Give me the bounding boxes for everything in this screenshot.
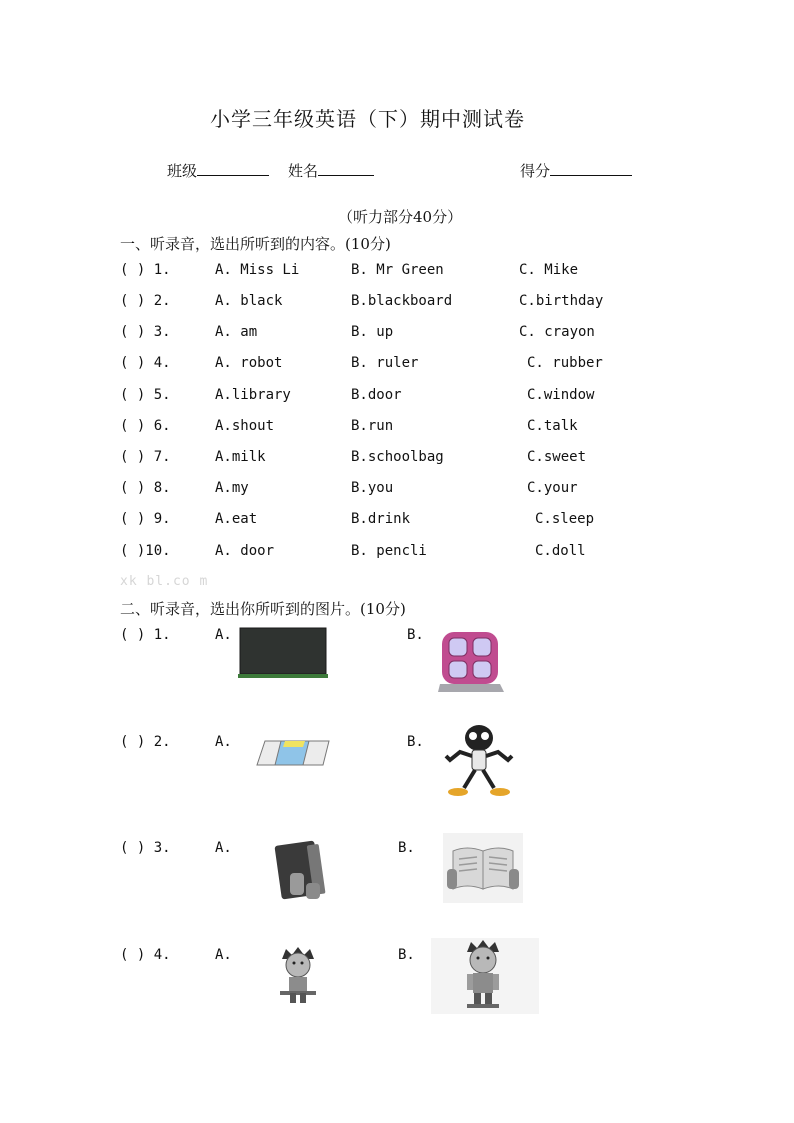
option-b-label: B.: [398, 840, 415, 856]
open-book-icon: [443, 833, 523, 903]
window-icon: [438, 630, 506, 694]
closed-book-icon: [272, 839, 330, 903]
option-a: A.library: [215, 387, 291, 403]
option-a: A. door: [215, 543, 275, 559]
name-blank: [318, 161, 374, 176]
question-number: ( ) 4.: [120, 947, 171, 963]
option-b: B. Mr Green: [351, 262, 444, 278]
blackboard-icon: [238, 627, 328, 680]
option-a: A. black: [215, 293, 283, 309]
option-a: A.eat: [215, 511, 258, 527]
question-number: ( ) 7.: [120, 449, 171, 465]
question-number: ( ) 2.: [120, 734, 171, 750]
section1-heading: 一、听录音，选出所听到的内容。(10分): [120, 235, 391, 253]
question-number: ( ) 8.: [120, 480, 171, 496]
question-number: ( ) 4.: [120, 355, 171, 371]
question-number: ( ) 6.: [120, 418, 171, 434]
boy-sitting-icon: [274, 945, 324, 1007]
option-a: A.my: [215, 480, 249, 496]
option-b-label: B.: [407, 627, 424, 643]
class-label: 班级: [167, 162, 198, 180]
option-b: B. ruler: [351, 355, 419, 371]
score-label: 得分: [520, 162, 551, 180]
page-title: 小学三年级英语（下）期中测试卷: [210, 107, 525, 131]
option-b: B.door: [351, 387, 402, 403]
question-number: ( ) 1.: [120, 627, 171, 643]
option-b: B. pencli: [351, 543, 427, 559]
listening-subtitle: （听力部分40分）: [338, 208, 463, 226]
option-a-label: A.: [215, 840, 232, 856]
boy-standing-icon: [431, 938, 539, 1014]
question-number: ( ) 2.: [120, 293, 171, 309]
score-blank: [550, 161, 632, 176]
option-c: C.sweet: [527, 449, 587, 465]
option-c: C.your: [527, 480, 578, 496]
class-field: [167, 160, 269, 181]
eraser-icon: [253, 735, 333, 769]
option-b: B.drink: [351, 511, 411, 527]
option-a-label: A.: [215, 734, 232, 750]
score-field: [520, 160, 632, 181]
name-label: 姓名: [288, 162, 319, 180]
question-number: ( ) 3.: [120, 840, 171, 856]
option-c: C. Mike: [519, 262, 579, 278]
option-a: A. robot: [215, 355, 283, 371]
option-c: C.window: [527, 387, 595, 403]
option-c: C. rubber: [527, 355, 603, 371]
option-c: C.doll: [535, 543, 586, 559]
watermark: xk bl.co m: [120, 574, 209, 589]
option-b: B. up: [351, 324, 394, 340]
option-a-label: A.: [215, 627, 232, 643]
option-b: B.schoolbag: [351, 449, 444, 465]
question-number: ( ) 1.: [120, 262, 171, 278]
robot-icon: [442, 722, 516, 800]
option-c: C. crayon: [519, 324, 595, 340]
question-number: ( )10.: [120, 543, 171, 559]
option-a: A. am: [215, 324, 258, 340]
question-number: ( ) 5.: [120, 387, 171, 403]
option-c: C.talk: [527, 418, 578, 434]
option-b: B.blackboard: [351, 293, 453, 309]
section2-heading: 二、听录音，选出你所听到的图片。(10分): [120, 600, 406, 618]
question-number: ( ) 3.: [120, 324, 171, 340]
option-b-label: B.: [398, 947, 415, 963]
option-c: C.birthday: [519, 293, 604, 309]
class-blank: [197, 161, 269, 176]
option-a-label: A.: [215, 947, 232, 963]
option-c: C.sleep: [535, 511, 595, 527]
option-a: A.shout: [215, 418, 275, 434]
option-a: A. Miss Li: [215, 262, 300, 278]
question-number: ( ) 9.: [120, 511, 171, 527]
option-a: A.milk: [215, 449, 266, 465]
name-field: [288, 160, 374, 181]
option-b: B.you: [351, 480, 394, 496]
option-b-label: B.: [407, 734, 424, 750]
option-b: B.run: [351, 418, 394, 434]
